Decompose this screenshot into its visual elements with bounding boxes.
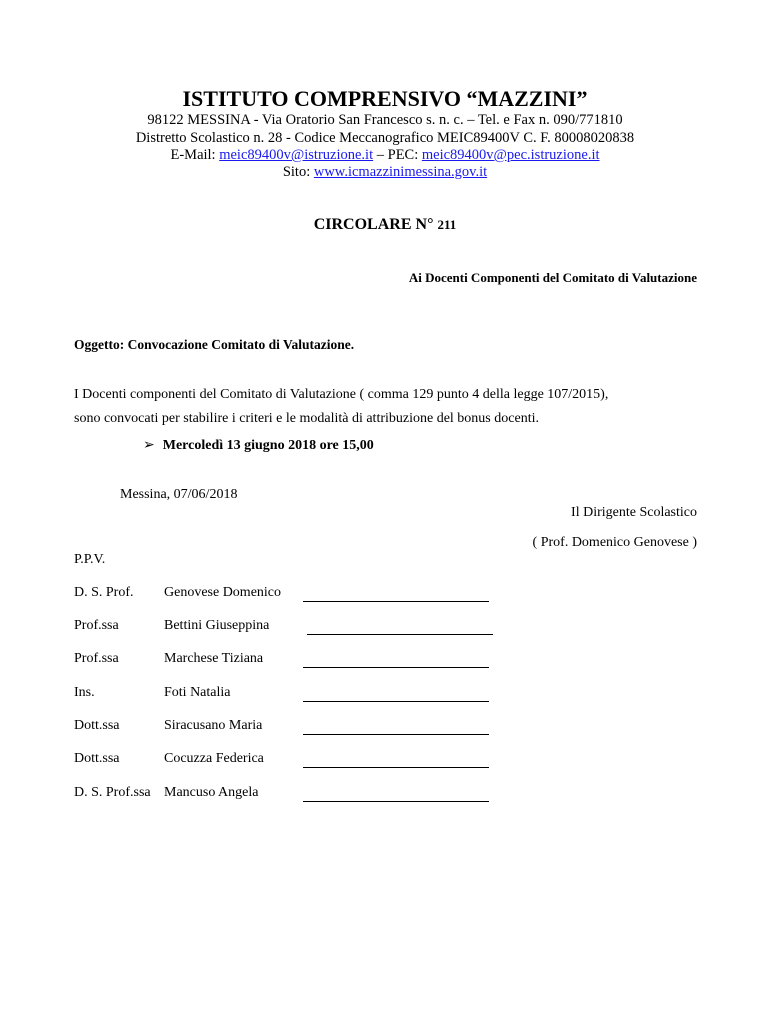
signatory-role: Ins. — [74, 685, 95, 700]
signatory-role: D. S. Prof.ssa — [74, 785, 151, 800]
director-title: Il Dirigente Scolastico — [571, 505, 697, 520]
signature-row — [0, 685, 770, 705]
signature-line — [303, 667, 489, 668]
circular-label: CIRCOLARE N° — [313, 216, 438, 233]
site-line — [0, 163, 770, 181]
signatory-name: Marchese Tiziana — [164, 651, 264, 666]
signatory-name: Cocuzza Federica — [164, 751, 264, 766]
circular-heading — [0, 216, 770, 234]
circular-number: 211 — [437, 217, 457, 232]
meeting-date: Mercoledì 13 giugno 2018 ore 15,00 — [162, 438, 374, 453]
signature-row — [0, 585, 770, 605]
site-label: Sito: — [282, 164, 314, 180]
signature-row — [0, 751, 770, 771]
school-title: ISTITUTO COMPRENSIVO “MAZZINI” — [182, 86, 588, 111]
signatory-name: Foti Natalia — [164, 685, 231, 700]
school-address: 98122 MESSINA - Via Oratorio San Francesco s. n. c. – Tel. e Fax n. 090/771810 — [147, 112, 623, 128]
signature-line — [303, 801, 489, 802]
place-date: Messina, 07/06/2018 — [120, 487, 238, 502]
email-label: E-Mail: — [170, 147, 220, 163]
school-district: Distretto Scolastico n. 28 - Codice Meccanografico MEIC89400V C. F. 80008020838 — [135, 130, 635, 146]
signature-line — [303, 767, 489, 768]
signatory-role: D. S. Prof. — [74, 585, 134, 600]
arrow-bullet-icon: ➢ — [143, 438, 155, 453]
subject: Oggetto: Convocazione Comitato di Valutazione. — [74, 337, 355, 352]
contact-line — [0, 146, 770, 164]
signature-row — [0, 618, 770, 638]
director-name: ( Prof. Domenico Genovese ) — [532, 535, 697, 550]
body-line-1: I Docenti componenti del Comitato di Valutazione ( comma 129 punto 4 della legge 107/2015), — [74, 387, 609, 402]
pec-link[interactable]: meic89400v@pec.istruzione.it — [421, 147, 600, 163]
signatory-role: Prof.ssa — [74, 651, 119, 666]
signatory-name: Bettini Giuseppina — [164, 618, 270, 633]
signature-row — [0, 651, 770, 671]
body-line-2: sono convocati per stabilire i criteri e le modalità di attribuzione del bonus docenti. — [74, 411, 539, 426]
signatory-role: Prof.ssa — [74, 618, 119, 633]
signatory-name: Genovese Domenico — [164, 585, 282, 600]
signature-line — [303, 701, 489, 702]
signatory-name: Siracusano Maria — [164, 718, 263, 733]
site-link[interactable]: www.icmazzinimessina.gov.it — [313, 164, 488, 180]
signatory-name: Mancuso Angela — [164, 785, 259, 800]
pec-label: – PEC: — [373, 147, 422, 163]
signature-row — [0, 785, 770, 805]
signatory-role: Dott.ssa — [74, 751, 120, 766]
signature-line — [303, 734, 489, 735]
email-link[interactable]: meic89400v@istruzione.it — [219, 147, 374, 163]
meeting-item — [143, 437, 374, 454]
signature-line — [307, 634, 493, 635]
recipients: Ai Docenti Componenti del Comitato di Valutazione — [408, 270, 697, 285]
signature-line — [303, 601, 489, 602]
signature-row — [0, 718, 770, 738]
ppv-label: P.P.V. — [74, 552, 106, 567]
signatory-role: Dott.ssa — [74, 718, 120, 733]
